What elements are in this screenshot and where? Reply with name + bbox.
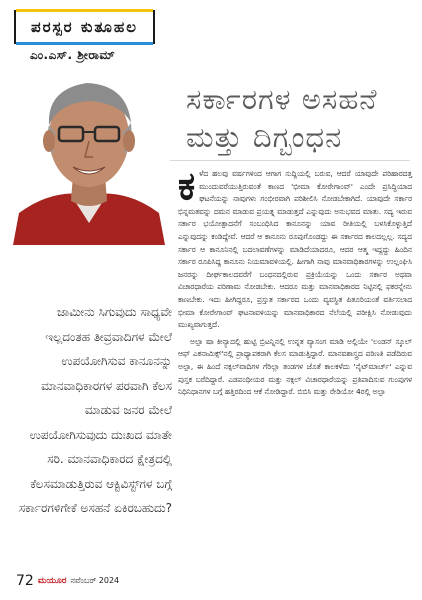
author-portrait-image — [13, 63, 165, 245]
pull-quote: ಜಾಮೀನು ಸಿಗುವುದು ಸಾಧ್ಯವೇ ಇಲ್ಲದಂತಹ ತೀವ್ರವಾದಿಗಳ ಮೇಲೆ ಉಪಯೋಗಿಸುವ ಕಾನೂನನ್ನು ಮಾನವಾಧಿಕಾರಗಳ ಪರವಾಗಿ ಕೆಲಸ ಮಾಡುವ ಜನರ ಮೇಲೆ ಉಪಯೋಗಿಸುವುದು ದುಃಖದ ಮಾತೇ ಸರಿ. ಮಾನವಾಧಿಕಾರದ ಕ್ಷೇತ್ರದಲ್ಲಿ ಕೆಲಸಮಾಡುತ್ತಿರುವ ಆಕ್ಟಿವಿಸ್ಟ್‌ಗಳ ಬಗ್ಗೆ ಸರ್ಕಾರಗಳಿಗೇಕೆ ಅಸಹನೆ ಏಕಿರಬಹುದು? — [18, 305, 172, 515]
article-body — [178, 163, 412, 403]
headline-divider — [170, 160, 410, 161]
masthead-accent-bar-bottom — [16, 42, 153, 45]
page-number: 72 — [16, 573, 34, 589]
masthead-accent-bar — [16, 9, 153, 12]
author-portrait — [13, 63, 165, 245]
column-masthead — [14, 10, 155, 44]
headline-line-2: ಮತ್ತು ದಿಗ್ಬಂಧನ — [186, 120, 343, 154]
body-paragraph-2: ಅಲ್ಪಾ ಷಾ ಕೀನ್ಯಾದಲ್ಲಿ ಹುಟ್ಟಿ ಬ್ರಿಟನ್ನಿನಲ್ಲಿ ಉನ್ನತ ವ್ಯಾಸಂಗ ಮಾಡಿ ಅಲ್ಲಿಯೇ 'ಲಂಡನ್ ಸ್ಕೂಲ್ ಆಫ್ ಎಕನಾಮಿಕ್ಸ್'ನಲ್ಲಿ ಪ್ರಾಧ್ಯಾಪಕರಾಗಿ ಕೆಲಸ ಮಾಡುತ್ತಿದ್ದಾರೆ. ಮಾನವಶಾಸ್ತ್ರದ ಪರಿಣತಿ ಪಡೆದಿರುವ ಅಲ್ಪಾ, ಈ ಹಿಂದೆ ನಕ್ಸಲ್‌ವಾದಿಗಳ ಗೆರಿಲ್ಲಾ ತಂಡಗಳ ಜೊತೆ ಕಾಲಕಳೆದು 'ನೈಟ್‌ಮಾರ್ಚ್' ಎನ್ನುವ ಪುಸ್ತಕ ಬರೆದಿದ್ದಾರೆ. ಎಡಪಂಥೀಯರ ಮತ್ತು ನಕ್ಸಲ್ ವಿಚಾರಧಾರೆಯನ್ನು ಪ್ರತಿಪಾದಿಸುವ ಗುಂಪುಗಳ ನಿಧಿನಿಧಾನಗಳ ಬಗ್ಗೆ ಹತ್ತಿರದಿಂದ ಆಕೆ ನೋಡಿದ್ದಾರೆ. ಬಿಬಿಸಿ ಮತ್ತು ರೇಡಿಯೋ 4ರಲ್ಲಿ ಅಲ್ಪಾ — [178, 336, 412, 397]
issue-date: ನವೆಂಬರ್ 2024 — [70, 576, 120, 585]
article-headline — [186, 80, 416, 156]
body-paragraph-1 — [178, 163, 412, 332]
headline-line-1: ಸರ್ಕಾರಗಳ ಅಸಹನೆ — [186, 82, 378, 116]
body-paragraph-1-text: ಳೆದ ಹಲವು ವರ್ಷಗಳಿಂದ ಆಗಾಗ ಸುದ್ದಿಯಲ್ಲಿ ಬರುವ, ಆದರೆ ಯಾವುದೇ ಪರಿಹಾರದತ್ತ ಮುಂದುವರೆಯುತ್ತಿರುವಂತೆ ಕಾಣದ 'ಭೀಮಾ ಕೋರೇಗಾಂವ್' ಎಂದೇ ಪ್ರಸಿದ್ಧಿಯಾದ ಘಟನೆಯನ್ನು ನಾವುಗಳು ಗಂಭೀರವಾಗಿ ಪರಿಶೀಲಿಸಿ ನೋಡಬೇಕಾಗಿದೆ. ಯಾವುದೇ ಸರ್ಕಾರ ಭಿನ್ನಮತವನ್ನು ದಮನ ಮಾಡುವ ಪ್ರಯತ್ನ ಮಾಡುತ್ತದೆ ಎನ್ನುವುದು ಅನುಭವದ ಮಾತು. ಸದ್ಯ ಇರುವ ಸರ್ಕಾರ ಭಯೋತ್ಪಾದನೆಗೆ ಸಂಬಂಧಿಸಿದ ಕಾನೂನನ್ನು ಯಾವ ರೀತಿಯಲ್ಲಿ ಬಳಸಿಕೊಳ್ಳುತ್ತಿದೆ ಎನ್ನುವುದನ್ನು ಕಂಡಿದ್ದೇವೆ. ಆದರೆ ಆ ಕಾನೂನು ರೂಪುಗೊಂಡದ್ದು ಈ ಸರ್ಕಾರದ ಕಾಲದಲ್ಲಲ್ಲ. ಸದ್ಯದ ಸರ್ಕಾರ ಆ ಕಾನೂನಿನಲ್ಲಿ ಬದಲಾವಣೆಗಳನ್ನು ಮಾಡಿದೆಯಾದರೂ, ಆದರ ಆತ್ಮ ಇದ್ದದ್ದು ಹಿಂದಿನ ಸರ್ಕಾರ ರೂಪಿಸಿದ್ದ ಕಾನೂನು ನಿಯಮಾವಳಿಯಲ್ಲಿ. ಹೀಗಾಗಿ ನಾವು ಮಾನವಾಧಿಕಾರಗಳನ್ನು ಉಲ್ಲಂಘಿಸಿ ಜನರನ್ನು ದೀರ್ಘಕಾಲದವರೆಗೆ ಬಂಧನದಲ್ಲಿರುವ ಪ್ರಕ್ರಿಯೆಯನ್ನು ಒಂದು ಸರ್ಕಾರ ಅಥವಾ ವಿಚಾರಧಾರೆಯ ಪರಿಣಾಮ ನೋಡಬೇಕು. ಆದರೂ ಮತ್ತು ಮಾನವಾಧಿಕಾರದ ನಿಟ್ಟಿನಲ್ಲಿ ಫಕರನ್ನೇನು ಕಾಣಬೇಕು. ಇದು ಹೀಗಿದ್ದರೂ, ಪ್ರಸ್ತುತ ಸರ್ಕಾರದ ಒಂದು ವ್ಯವಸ್ಥಿತ ಪಿತೂರಿಯಂತೆ ವರ್ತಿಸಲಾದ ಭೀಮಾ ಕೋರೇಗಾಂವ್ ಘಟನಾವಳಿಯನ್ನು ಮಾನವಾಧಿಕಾರದ ನೆಲೆಯಲ್ಲಿ ಪರೀಕ್ಷಿಸಿ ನೋಡುವುದು ಮುಖ್ಯವಾಗುತ್ತದೆ. — [178, 169, 412, 330]
author-name: ಎಂ.ಎಸ್. ಶ್ರೀರಾಮ್ — [30, 48, 116, 62]
column-name: ಪರಸ್ಪರ ಕುತೂಹಲ — [31, 18, 138, 36]
drop-cap: ಕ — [178, 163, 196, 208]
page-footer — [16, 571, 119, 591]
magazine-logo: ಮಯೂರ — [37, 576, 67, 586]
